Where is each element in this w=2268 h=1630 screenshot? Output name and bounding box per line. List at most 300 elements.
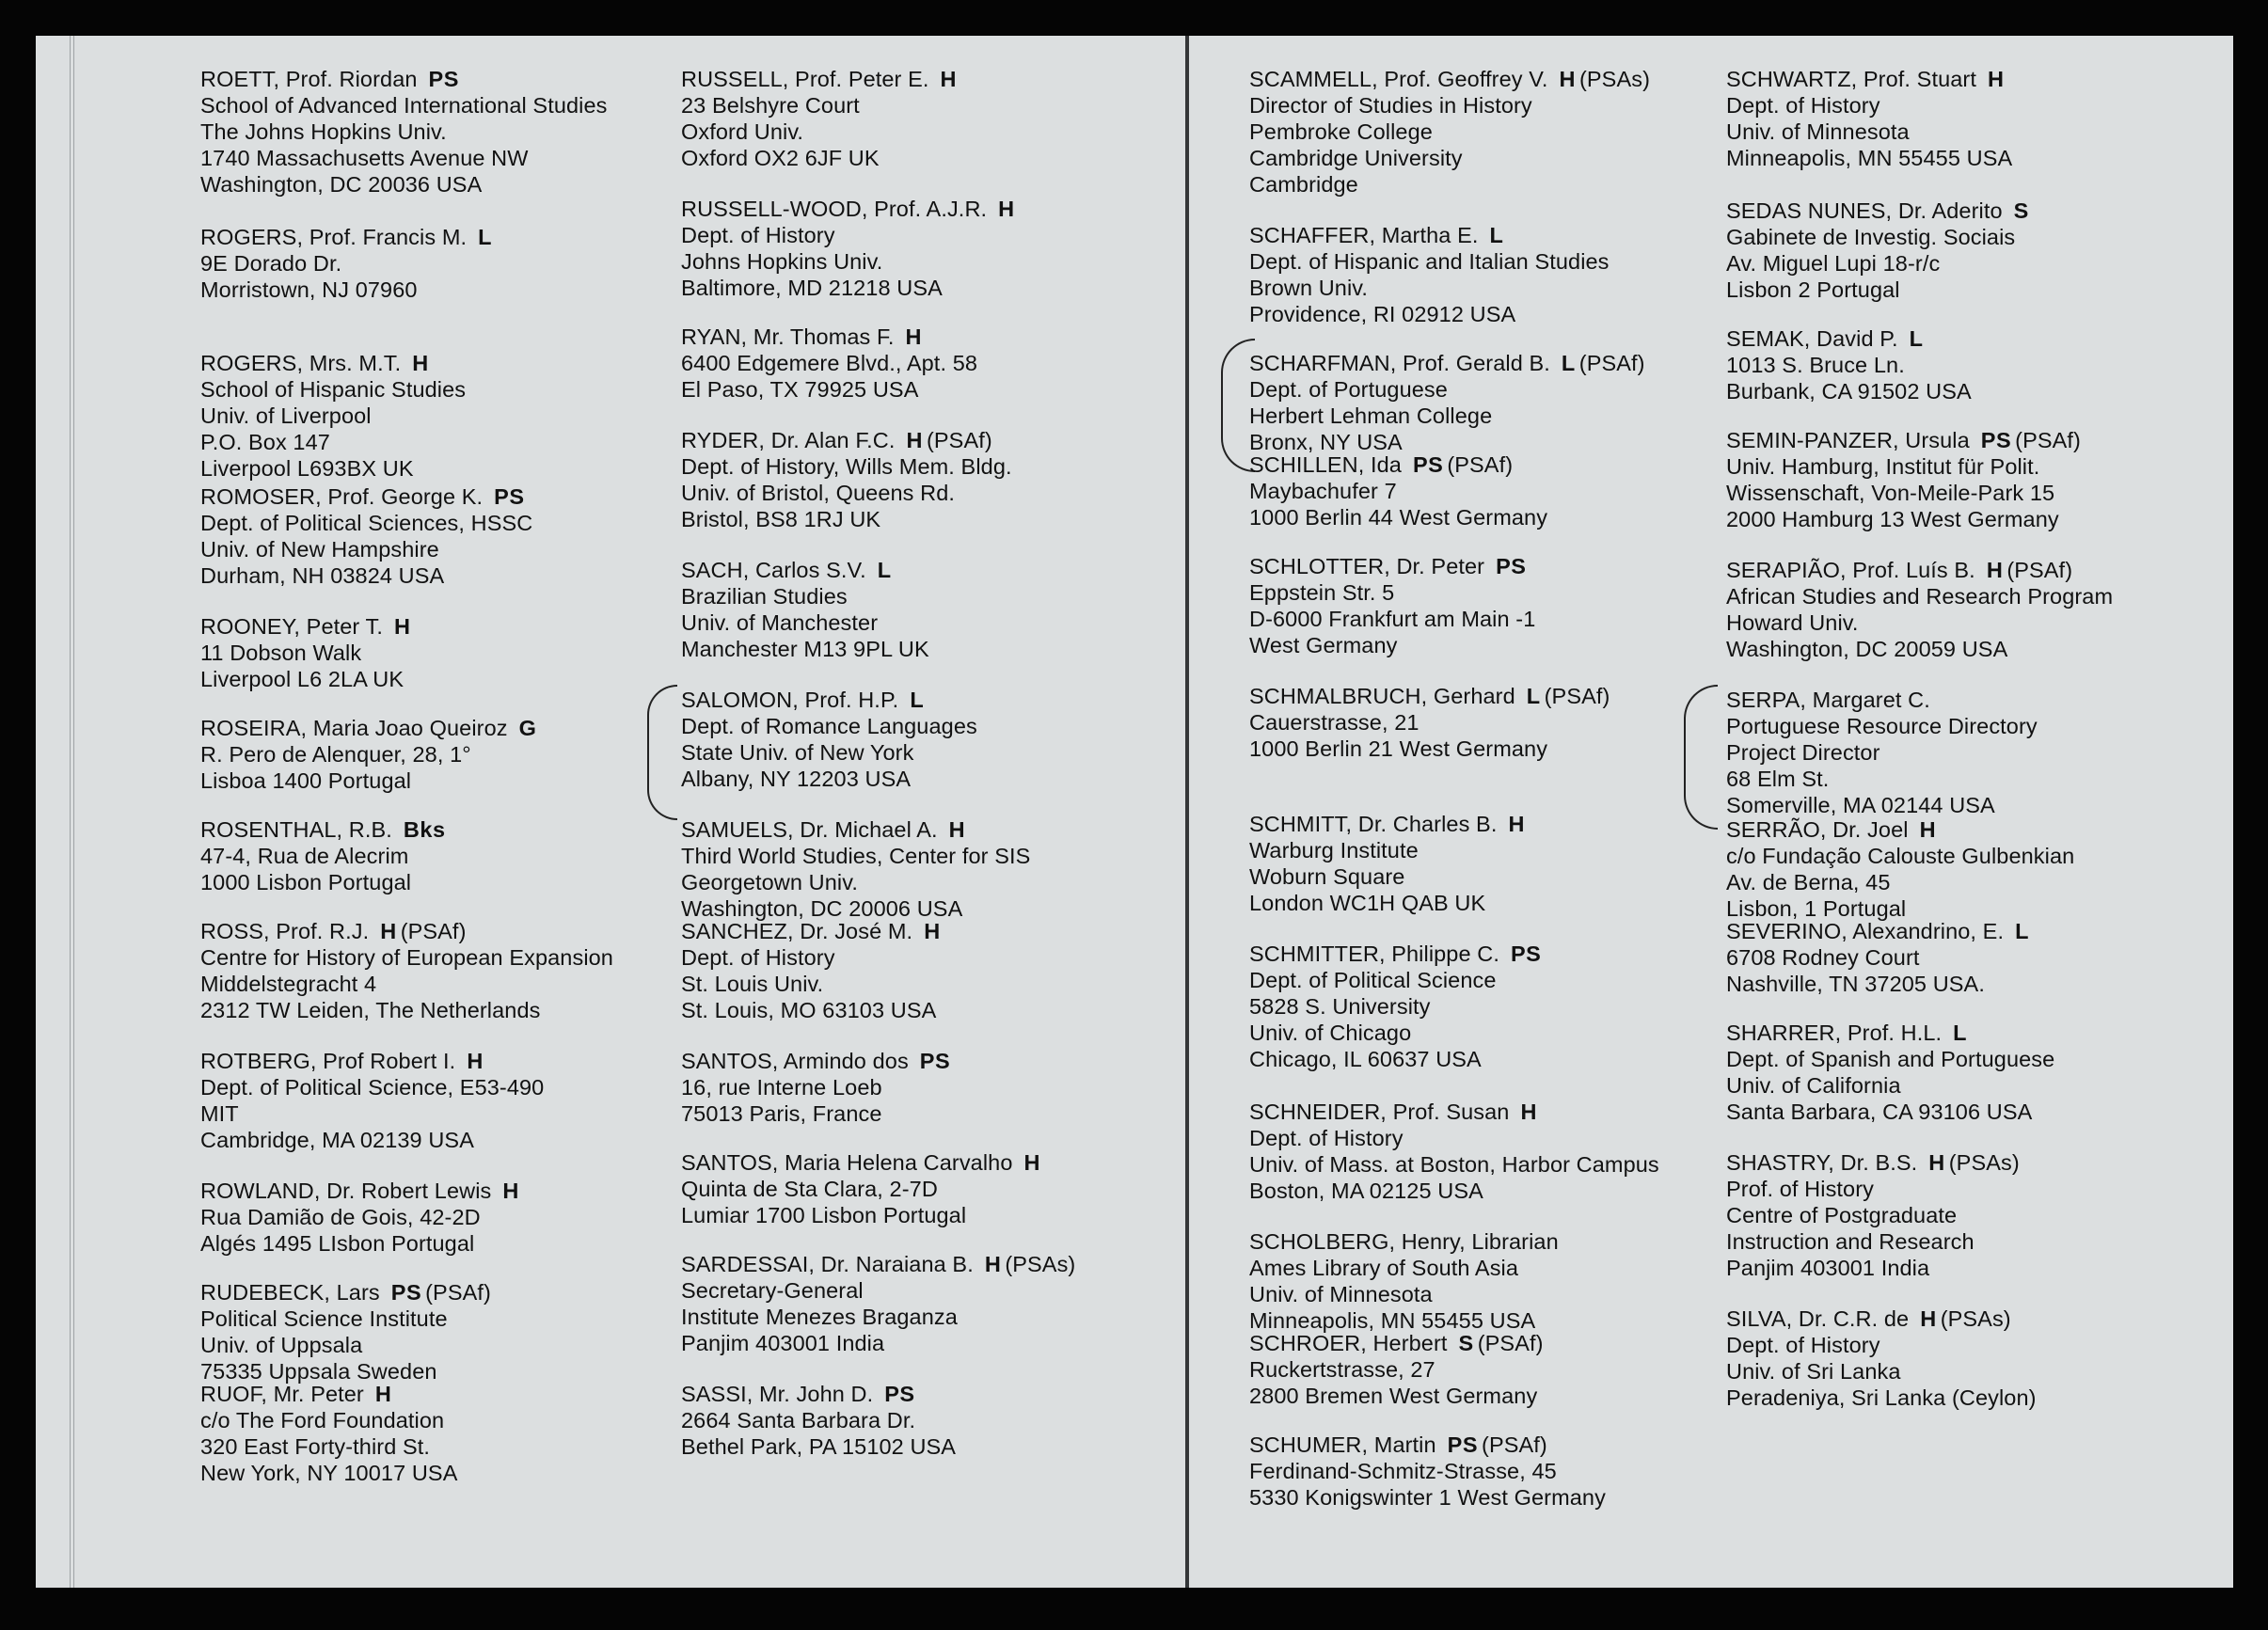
address-line: Bristol, BS8 1RJ UK bbox=[681, 507, 881, 531]
address-line: Bronx, NY USA bbox=[1249, 430, 1403, 454]
subject-code: H bbox=[1023, 1150, 1040, 1175]
address-line: Durham, NH 03824 USA bbox=[200, 563, 445, 588]
directory-entry bbox=[681, 1149, 1189, 1228]
address-line: Univ. of Liverpool bbox=[200, 404, 372, 428]
address-line: c/o Fundação Calouste Gulbenkian bbox=[1726, 844, 2075, 868]
address-line: State Univ. of New York bbox=[681, 740, 914, 765]
address-line: Herbert Lehman College bbox=[1249, 404, 1493, 428]
directory-entry bbox=[681, 427, 1189, 532]
address-line: Maybachufer 7 bbox=[1249, 479, 1397, 503]
entry-heading bbox=[1726, 1306, 2233, 1332]
subject-code: PS bbox=[428, 67, 459, 91]
subject-code: H bbox=[1920, 1306, 1937, 1331]
address-line: Instruction and Research bbox=[1726, 1229, 1975, 1254]
entry-heading bbox=[200, 1279, 708, 1306]
address-line: Wissenschaft, Von-Meile-Park 15 bbox=[1726, 481, 2055, 505]
address-line: Political Science Institute bbox=[200, 1306, 448, 1331]
address-line: 11 Dobson Walk bbox=[200, 641, 362, 665]
subject-code: H bbox=[1986, 558, 2004, 582]
address-line: c/o The Ford Foundation bbox=[200, 1408, 445, 1432]
subject-code: H bbox=[380, 919, 397, 943]
region-tag: (PSAs) bbox=[1940, 1306, 2011, 1331]
entry-name: ROMOSER, Prof. George K. bbox=[200, 484, 484, 509]
address-line: Panjim 403001 India bbox=[1726, 1256, 1930, 1280]
entry-name: SCHWARTZ, Prof. Stuart bbox=[1726, 67, 1976, 91]
address-line: 1000 Berlin 21 West Germany bbox=[1249, 736, 1548, 761]
entry-name: RUSSELL-WOOD, Prof. A.J.R. bbox=[681, 197, 988, 221]
address-line: Somerville, MA 02144 USA bbox=[1726, 793, 1995, 817]
entry-heading bbox=[1249, 451, 1757, 478]
entry-name: SCHROER, Herbert bbox=[1249, 1331, 1448, 1355]
address-line: Portuguese Resource Directory bbox=[1726, 714, 2038, 738]
entry-heading bbox=[200, 918, 708, 944]
address-line: Centre for History of European Expansion bbox=[200, 945, 613, 970]
address-line: Dept. of Romance Languages bbox=[681, 714, 977, 738]
address-line: Johns Hopkins Univ. bbox=[681, 249, 883, 274]
entry-heading bbox=[1249, 66, 1757, 92]
address-line: Dept. of Hispanic and Italian Studies bbox=[1249, 249, 1610, 274]
address-line: Secretary-General bbox=[681, 1278, 864, 1303]
directory-entry bbox=[681, 66, 1189, 171]
entry-name: SERPA, Margaret C. bbox=[1726, 688, 1930, 712]
address-line: Liverpool L693BX UK bbox=[200, 456, 414, 481]
address-line: Providence, RI 02912 USA bbox=[1249, 302, 1516, 326]
address-line: Washington, DC 20059 USA bbox=[1726, 637, 2008, 661]
entry-name: RYAN, Mr. Thomas F. bbox=[681, 324, 895, 349]
address-line: Minneapolis, MN 55455 USA bbox=[1249, 1308, 1536, 1333]
entry-heading bbox=[1726, 198, 2233, 224]
entry-heading bbox=[1249, 1432, 1757, 1458]
entry-name: SCHOLBERG, Henry, Librarian bbox=[1249, 1229, 1559, 1254]
directory-entry bbox=[681, 1251, 1189, 1356]
region-tag: (PSAs) bbox=[1005, 1252, 1076, 1276]
subject-code: H bbox=[948, 817, 966, 842]
entry-name: SCHMITT, Dr. Charles B. bbox=[1249, 812, 1498, 836]
directory-entry bbox=[1726, 198, 2233, 303]
address-line: 75013 Paris, France bbox=[681, 1101, 882, 1126]
directory-entry bbox=[200, 66, 708, 198]
directory-entry bbox=[200, 613, 708, 692]
address-line: Morristown, NJ 07960 bbox=[200, 277, 418, 302]
entry-name: SANCHEZ, Dr. José M. bbox=[681, 919, 913, 943]
address-line: Lumiar 1700 Lisbon Portugal bbox=[681, 1203, 967, 1227]
directory-entry bbox=[1726, 687, 2233, 818]
address-line: Cauerstrasse, 21 bbox=[1249, 710, 1419, 735]
address-line: Lisboa 1400 Portugal bbox=[200, 768, 412, 793]
entry-heading bbox=[681, 816, 1189, 843]
address-line: Eppstein Str. 5 bbox=[1249, 580, 1395, 605]
address-line: Panjim 403001 India bbox=[681, 1331, 885, 1355]
address-line: Prof. of History bbox=[1726, 1177, 1875, 1201]
entry-heading bbox=[1249, 222, 1757, 248]
region-tag: (PSAf) bbox=[1477, 1331, 1544, 1355]
entry-name: RUSSELL, Prof. Peter E. bbox=[681, 67, 929, 91]
address-line: Boston, MA 02125 USA bbox=[1249, 1179, 1483, 1203]
directory-entry bbox=[681, 557, 1189, 662]
address-line: Lisbon 2 Portugal bbox=[1726, 277, 1900, 302]
directory-entry bbox=[1249, 811, 1757, 916]
entry-name: RUOF, Mr. Peter bbox=[200, 1382, 364, 1406]
address-line: 1013 S. Bruce Ln. bbox=[1726, 353, 1905, 377]
address-line: Quinta de Sta Clara, 2-7D bbox=[681, 1177, 938, 1201]
address-line: Albany, NY 12203 USA bbox=[681, 767, 912, 791]
address-line: Burbank, CA 91502 USA bbox=[1726, 379, 1972, 404]
address-line: St. Louis, MO 63103 USA bbox=[681, 998, 937, 1022]
address-line: Av. de Berna, 45 bbox=[1726, 870, 1891, 894]
subject-code: H bbox=[984, 1252, 1002, 1276]
address-line: 9E Dorado Dr. bbox=[200, 251, 342, 276]
entry-name: SANTOS, Armindo dos bbox=[681, 1049, 909, 1073]
subject-code: H bbox=[374, 1382, 392, 1406]
address-line: Univ. of Manchester bbox=[681, 610, 879, 635]
region-tag: (PSAf) bbox=[400, 919, 467, 943]
entry-heading bbox=[1726, 687, 2233, 713]
entry-name: SCHNEIDER, Prof. Susan bbox=[1249, 1100, 1510, 1124]
entry-name: SERAPIÃO, Prof. Luís B. bbox=[1726, 558, 1975, 582]
entry-heading bbox=[200, 816, 708, 843]
address-line: Av. Miguel Lupi 18-r/c bbox=[1726, 251, 1941, 276]
region-tag: (PSAf) bbox=[1482, 1432, 1547, 1457]
address-line: Santa Barbara, CA 93106 USA bbox=[1726, 1100, 2033, 1124]
address-line: Cambridge, MA 02139 USA bbox=[200, 1128, 474, 1152]
entry-name: SCHAFFER, Martha E. bbox=[1249, 223, 1479, 247]
directory-entry bbox=[1726, 557, 2233, 662]
address-line: Univ. of Bristol, Queens Rd. bbox=[681, 481, 956, 505]
directory-entry bbox=[200, 224, 708, 303]
entry-name: RYDER, Dr. Alan F.C. bbox=[681, 428, 896, 452]
address-line: Cambridge University bbox=[1249, 146, 1463, 170]
entry-heading bbox=[1249, 683, 1757, 709]
directory-entry bbox=[1249, 66, 1757, 198]
address-line: Georgetown Univ. bbox=[681, 870, 858, 894]
entry-heading bbox=[681, 687, 1189, 713]
directory-entry bbox=[1249, 553, 1757, 658]
subject-code: H bbox=[1559, 67, 1576, 91]
address-line: Brazilian Studies bbox=[681, 584, 848, 609]
subject-code: H bbox=[502, 1179, 519, 1203]
address-line: Dept. of History bbox=[1249, 1126, 1404, 1150]
region-tag: (PSAf) bbox=[2006, 558, 2073, 582]
address-line: Brown Univ. bbox=[1249, 276, 1369, 300]
entry-heading bbox=[681, 324, 1189, 350]
address-line: Director of Studies in History bbox=[1249, 93, 1532, 118]
subject-code: L bbox=[478, 225, 492, 249]
directory-entry bbox=[681, 687, 1189, 792]
directory-entry bbox=[200, 1381, 708, 1486]
address-line: D-6000 Frankfurt am Main -1 bbox=[1249, 607, 1536, 631]
address-line: Pembroke College bbox=[1249, 119, 1433, 144]
address-line: Washington, DC 20006 USA bbox=[681, 896, 963, 921]
entry-heading bbox=[1726, 1020, 2233, 1046]
entry-heading bbox=[681, 66, 1189, 92]
address-line: Project Director bbox=[1726, 740, 1880, 765]
address-line: Univ. Hamburg, Institut für Polit. bbox=[1726, 454, 2040, 479]
entry-heading bbox=[681, 918, 1189, 944]
subject-code: L bbox=[1909, 326, 1924, 351]
address-line: 6708 Rodney Court bbox=[1726, 945, 1920, 970]
entry-name: SEMAK, David P. bbox=[1726, 326, 1898, 351]
directory-entry bbox=[1249, 222, 1757, 327]
address-line: 1000 Berlin 44 West Germany bbox=[1249, 505, 1548, 530]
subject-code: PS bbox=[1496, 554, 1527, 578]
entry-name: ROGERS, Prof. Francis M. bbox=[200, 225, 468, 249]
entry-heading bbox=[681, 1251, 1189, 1277]
address-line: School of Hispanic Studies bbox=[200, 377, 467, 402]
directory-entry bbox=[1726, 325, 2233, 404]
entry-name: RUDEBECK, Lars bbox=[200, 1280, 380, 1305]
address-line: London WC1H QAB UK bbox=[1249, 891, 1486, 915]
address-line: Dept. of History bbox=[1726, 1333, 1880, 1357]
address-line: Univ. of Chicago bbox=[1249, 1021, 1412, 1045]
address-line: Univ. of New Hampshire bbox=[200, 537, 439, 562]
address-line: Lisbon, 1 Portugal bbox=[1726, 896, 1907, 921]
address-line: R. Pero de Alenquer, 28, 1° bbox=[200, 742, 471, 767]
entry-heading bbox=[1249, 811, 1757, 837]
address-line: Univ. of Mass. at Boston, Harbor Campus bbox=[1249, 1152, 1659, 1177]
address-line: Rua Damião de Gois, 42-2D bbox=[200, 1205, 481, 1229]
address-line: 2800 Bremen West Germany bbox=[1249, 1384, 1538, 1408]
entry-heading bbox=[200, 1178, 708, 1204]
subject-code: L bbox=[877, 558, 892, 582]
region-tag: (PSAf) bbox=[1447, 452, 1514, 477]
address-line: Dept. of History, Wills Mem. Bldg. bbox=[681, 454, 1012, 479]
entry-heading bbox=[1726, 66, 2233, 92]
subject-code: PS bbox=[884, 1382, 915, 1406]
subject-code: H bbox=[1928, 1150, 1945, 1175]
address-line: 5828 S. University bbox=[1249, 994, 1431, 1019]
entry-heading bbox=[681, 1381, 1189, 1407]
subject-code: G bbox=[518, 716, 537, 740]
address-line: Ames Library of South Asia bbox=[1249, 1256, 1519, 1280]
entry-heading bbox=[200, 1381, 708, 1407]
entry-heading bbox=[200, 66, 708, 92]
subject-code: H bbox=[1919, 817, 1937, 842]
directory-entry bbox=[1249, 683, 1757, 762]
address-line: School of Advanced International Studies bbox=[200, 93, 608, 118]
entry-name: SCHMITTER, Philippe C. bbox=[1249, 942, 1499, 966]
address-line: Ferdinand-Schmitz-Strasse, 45 bbox=[1249, 1459, 1557, 1483]
entry-name: SERRÃO, Dr. Joel bbox=[1726, 817, 1909, 842]
address-line: Liverpool L6 2LA UK bbox=[200, 667, 404, 691]
entry-name: SCHUMER, Martin bbox=[1249, 1432, 1436, 1457]
subject-code: S bbox=[1458, 1331, 1474, 1355]
entry-heading bbox=[1249, 941, 1757, 967]
subject-code: S bbox=[2013, 198, 2029, 223]
address-line: 16, rue Interne Loeb bbox=[681, 1075, 882, 1100]
subject-code: H bbox=[1987, 67, 2005, 91]
entry-heading bbox=[200, 483, 708, 510]
directory-entry bbox=[681, 196, 1189, 301]
entry-name: SALOMON, Prof. H.P. bbox=[681, 688, 899, 712]
directory-entry bbox=[1726, 1149, 2233, 1281]
address-line: Third World Studies, Center for SIS bbox=[681, 844, 1031, 868]
region-tag: (PSAf) bbox=[926, 428, 992, 452]
address-line: Univ. of Uppsala bbox=[200, 1333, 363, 1357]
entry-name: ROETT, Prof. Riordan bbox=[200, 67, 418, 91]
address-line: St. Louis Univ. bbox=[681, 972, 824, 996]
address-line: Washington, DC 20036 USA bbox=[200, 172, 483, 197]
subject-code: H bbox=[940, 67, 958, 91]
directory-entry bbox=[681, 324, 1189, 403]
directory-entry bbox=[1726, 66, 2233, 171]
address-line: Middelstegracht 4 bbox=[200, 972, 377, 996]
address-line: MIT bbox=[200, 1101, 239, 1126]
address-line: Gabinete de Investig. Sociais bbox=[1726, 225, 2016, 249]
address-line: 2664 Santa Barbara Dr. bbox=[681, 1408, 916, 1432]
directory-page bbox=[36, 36, 2233, 1588]
directory-entry bbox=[681, 1048, 1189, 1127]
address-line: Howard Univ. bbox=[1726, 610, 1859, 635]
address-line: 75335 Uppsala Sweden bbox=[200, 1359, 437, 1384]
region-tag: (PSAf) bbox=[1544, 684, 1610, 708]
subject-code: PS bbox=[390, 1280, 422, 1305]
entry-name: SEDAS NUNES, Dr. Aderito bbox=[1726, 198, 2003, 223]
address-line: 320 East Forty-third St. bbox=[200, 1434, 431, 1459]
entry-name: SHASTRY, Dr. B.S. bbox=[1726, 1150, 1918, 1175]
address-line: 2312 TW Leiden, The Netherlands bbox=[200, 998, 541, 1022]
address-line: 68 Elm St. bbox=[1726, 767, 1830, 791]
subject-code: H bbox=[1520, 1100, 1537, 1124]
subject-code: H bbox=[394, 614, 411, 639]
entry-name: SCHMALBRUCH, Gerhard bbox=[1249, 684, 1515, 708]
address-line: 1740 Massachusetts Avenue NW bbox=[200, 146, 529, 170]
subject-code: Bks bbox=[403, 817, 446, 842]
directory-entry bbox=[681, 918, 1189, 1023]
entry-name: SASSI, Mr. John D. bbox=[681, 1382, 874, 1406]
entry-name: ROGERS, Mrs. M.T. bbox=[200, 351, 402, 375]
entry-name: SCHILLEN, Ida bbox=[1249, 452, 1402, 477]
address-line: New York, NY 10017 USA bbox=[200, 1461, 458, 1485]
directory-entry bbox=[1249, 350, 1757, 455]
region-tag: (PSAf) bbox=[1578, 351, 1645, 375]
address-line: Warburg Institute bbox=[1249, 838, 1419, 862]
entry-heading bbox=[200, 715, 708, 741]
subject-code: H bbox=[998, 197, 1015, 221]
address-line: Algés 1495 LIsbon Portugal bbox=[200, 1231, 475, 1256]
entry-name: SCHLOTTER, Dr. Peter bbox=[1249, 554, 1485, 578]
entry-name: ROWLAND, Dr. Robert Lewis bbox=[200, 1179, 492, 1203]
address-line: Minneapolis, MN 55455 USA bbox=[1726, 146, 2013, 170]
directory-entry bbox=[1249, 451, 1757, 530]
entry-heading bbox=[1726, 427, 2233, 453]
address-line: 2000 Hamburg 13 West Germany bbox=[1726, 507, 2059, 531]
margin-rule bbox=[73, 36, 74, 1588]
subject-code: L bbox=[1953, 1021, 1967, 1045]
subject-code: H bbox=[906, 428, 923, 452]
directory-entry bbox=[200, 350, 708, 482]
address-line: 6400 Edgemere Blvd., Apt. 58 bbox=[681, 351, 978, 375]
entry-name: SEVERINO, Alexandrino, E. bbox=[1726, 919, 2005, 943]
address-line: Dept. of History bbox=[681, 223, 835, 247]
directory-entry bbox=[200, 1048, 708, 1153]
directory-entry bbox=[1726, 816, 2233, 922]
address-line: Woburn Square bbox=[1249, 864, 1405, 889]
address-line: Bethel Park, PA 15102 USA bbox=[681, 1434, 957, 1459]
address-line: African Studies and Research Program bbox=[1726, 584, 2114, 609]
address-line: 47-4, Rua de Alecrim bbox=[200, 844, 409, 868]
subject-code: PS bbox=[494, 484, 525, 509]
entry-heading bbox=[1726, 918, 2233, 944]
entry-heading bbox=[1726, 325, 2233, 352]
address-line: 23 Belshyre Court bbox=[681, 93, 860, 118]
subject-code: PS bbox=[919, 1049, 951, 1073]
entry-heading bbox=[1726, 1149, 2233, 1176]
subject-code: H bbox=[467, 1049, 484, 1073]
directory-entry bbox=[681, 816, 1189, 922]
address-line: Univ. of Minnesota bbox=[1726, 119, 1910, 144]
entry-heading bbox=[1249, 1228, 1757, 1255]
directory-entry bbox=[1249, 1432, 1757, 1511]
region-tag: (PSAs) bbox=[1948, 1150, 2020, 1175]
entry-name: SHARRER, Prof. H.L. bbox=[1726, 1021, 1943, 1045]
subject-code: H bbox=[1508, 812, 1525, 836]
directory-entry bbox=[200, 715, 708, 794]
address-line: Dept. of Portuguese bbox=[1249, 377, 1448, 402]
address-line: Baltimore, MD 21218 USA bbox=[681, 276, 943, 300]
directory-entry bbox=[1726, 1306, 2233, 1411]
region-tag: (PSAf) bbox=[2015, 428, 2081, 452]
entry-heading bbox=[200, 350, 708, 376]
region-tag: (PSAf) bbox=[425, 1280, 491, 1305]
subject-code: H bbox=[905, 324, 922, 349]
entry-name: ROSEIRA, Maria Joao Queiroz bbox=[200, 716, 508, 740]
address-line: P.O. Box 147 bbox=[200, 430, 330, 454]
directory-entry bbox=[1249, 1330, 1757, 1409]
address-line: Manchester M13 9PL UK bbox=[681, 637, 929, 661]
entry-heading bbox=[200, 224, 708, 250]
address-line: Dept. of History bbox=[681, 945, 835, 970]
address-line: Dept. of Political Sciences, HSSC bbox=[200, 511, 533, 535]
address-line: Oxford OX2 6JF UK bbox=[681, 146, 880, 170]
address-line: Institute Menezes Braganza bbox=[681, 1305, 958, 1329]
entry-name: SCAMMELL, Prof. Geoffrey V. bbox=[1249, 67, 1548, 91]
directory-entry bbox=[200, 1178, 708, 1257]
address-line: Univ. of Minnesota bbox=[1249, 1282, 1433, 1306]
subject-code: H bbox=[924, 919, 941, 943]
address-line: Nashville, TN 37205 USA. bbox=[1726, 972, 1985, 996]
address-line: Chicago, IL 60637 USA bbox=[1249, 1047, 1482, 1071]
directory-entry bbox=[200, 483, 708, 589]
entry-heading bbox=[1726, 816, 2233, 843]
directory-entry bbox=[200, 1279, 708, 1385]
address-line: The Johns Hopkins Univ. bbox=[200, 119, 447, 144]
subject-code: PS bbox=[1447, 1432, 1479, 1457]
address-line: Dept. of Spanish and Portuguese bbox=[1726, 1047, 2055, 1071]
entry-name: SAMUELS, Dr. Michael A. bbox=[681, 817, 938, 842]
subject-code: L bbox=[910, 688, 925, 712]
directory-entry bbox=[681, 1381, 1189, 1460]
directory-entry bbox=[1249, 1099, 1757, 1204]
address-line: 5330 Konigswinter 1 West Germany bbox=[1249, 1485, 1606, 1510]
directory-entry bbox=[1249, 1228, 1757, 1334]
entry-heading bbox=[681, 557, 1189, 583]
subject-code: L bbox=[1561, 351, 1576, 375]
entry-name: ROTBERG, Prof Robert I. bbox=[200, 1049, 456, 1073]
entry-heading bbox=[200, 1048, 708, 1074]
region-tag: (PSAs) bbox=[1578, 67, 1650, 91]
entry-heading bbox=[1249, 553, 1757, 579]
address-line: Peradeniya, Sri Lanka (Ceylon) bbox=[1726, 1385, 2037, 1410]
entry-name: SARDESSAI, Dr. Naraiana B. bbox=[681, 1252, 974, 1276]
address-line: 1000 Lisbon Portugal bbox=[200, 870, 412, 894]
address-line: Centre of Postgraduate bbox=[1726, 1203, 1958, 1227]
address-line: Cambridge bbox=[1249, 172, 1358, 197]
address-line: Oxford Univ. bbox=[681, 119, 804, 144]
directory-entry bbox=[1726, 1020, 2233, 1125]
entry-heading bbox=[1249, 350, 1757, 376]
entry-name: SCHARFMAN, Prof. Gerald B. bbox=[1249, 351, 1550, 375]
entry-name: SANTOS, Maria Helena Carvalho bbox=[681, 1150, 1013, 1175]
